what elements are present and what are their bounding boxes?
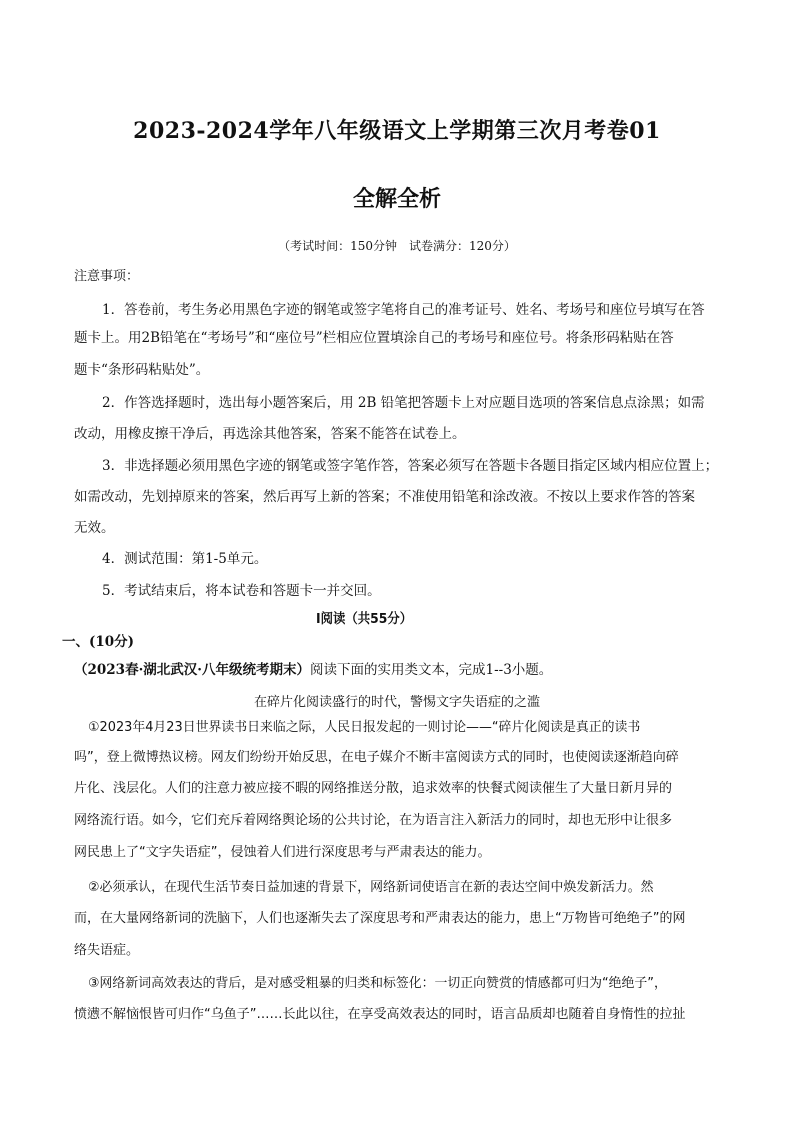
question-instruction: 阅读下面的实用类文本，完成1--3小题。 [309, 662, 553, 678]
essay-line: 而，在大量网络新词的洗脑下，人们也逐渐失去了深度思考和严肃表达的能力，患上“万物皆可绝绝子”的网 [74, 911, 686, 926]
essay-line: ①2023年4月23日世界读书日来临之际，人民日报发起的一则讨论——“碎片化阅读是真正的读书 [88, 720, 641, 735]
question-source: （2023春·湖北武汉·八年级统考期末） [74, 662, 310, 678]
essay-line: 愤懑不解恼恨皆可归作“乌鱼子”……长此以往，在享受高效表达的同时，语言品质却也随着自身惰性的拉扯 [74, 1007, 686, 1022]
essay-title: 在碎片化阅读盛行的时代，警惕文字失语症的之滥 [253, 695, 540, 710]
question-source-line [74, 661, 552, 679]
notice-line: 5．考试结束后，将本试卷和答题卡一并交回。 [102, 583, 381, 599]
document-subtitle: 全解全析 [352, 186, 441, 212]
notice-line: 题卡“条形码粘贴处”。 [74, 362, 210, 378]
notice-line: 如需改动，先划掉原来的答案，然后再写上新的答案；不准使用铅笔和涂改液。不按以上要求作答的答案 [74, 489, 695, 505]
section-title: Ⅰ阅读（共55分） [315, 611, 413, 627]
notice-line: 1．答卷前，考生务必用黑色字迹的钢笔或签字笔将自己的准考证号、姓名、考场号和座位号填写在答 [102, 302, 705, 318]
exam-info: （考试时间：150分钟 试卷满分：120分） [278, 239, 516, 253]
essay-line: 络失语症。 [74, 943, 140, 958]
document-title: 2023-2024学年八年级语文上学期第三次月考卷01 [133, 118, 661, 144]
notice-heading: 注意事项： [74, 269, 140, 284]
essay-line: ②必须承认，在现代生活节奏日益加速的背景下，网络新词使语言在新的表达空间中焕发新活力。然 [88, 880, 654, 895]
part-title: 一、(10分) [62, 634, 135, 650]
essay-line: 网络流行语。如今，它们充斥着网络舆论场的公共讨论，在为语言注入新活力的同时，却也无形中让很多 [74, 813, 673, 828]
notice-line: 4．测试范围：第1-5单元。 [102, 551, 268, 567]
essay-line: ③网络新词高效表达的背后，是对感受粗暴的归类和标签化：一切正向赞赏的情感都可归为“绝绝子”， [88, 976, 667, 991]
notice-line: 题卡上。用2B铅笔在“考场号”和“座位号”栏相应位置填涂自己的考场号和座位号。将条形码粘贴在答 [74, 330, 674, 346]
essay-line: 片化、浅层化。人们的注意力被应接不暇的网络推送分散，追求效率的快餐式阅读催生了大量日新月异的 [74, 781, 673, 796]
notice-line: 2．作答选择题时，选出每小题答案后，用 2B 铅笔把答题卡上对应题目选项的答案信息点涂黑；如需 [102, 395, 705, 411]
essay-line: 网民患上了“文字失语症”，侵蚀着人们进行深度思考与严肃表达的能力。 [74, 845, 491, 860]
essay-line: 吗”，登上微博热议榜。网友们纷纷开始反思，在电子媒介不断丰富阅读方式的同时，也使阅读逐渐趋向碎 [74, 750, 679, 765]
notice-line: 无效。 [74, 520, 115, 536]
notice-line: 3．非选择题必须用黑色字迹的钢笔或签字笔作答，答案必须写在答题卡各题目指定区域内相应位置上； [102, 458, 719, 474]
notice-line: 改动，用橡皮擦干净后，再选涂其他答案，答案不能答在试卷上。 [74, 426, 466, 442]
